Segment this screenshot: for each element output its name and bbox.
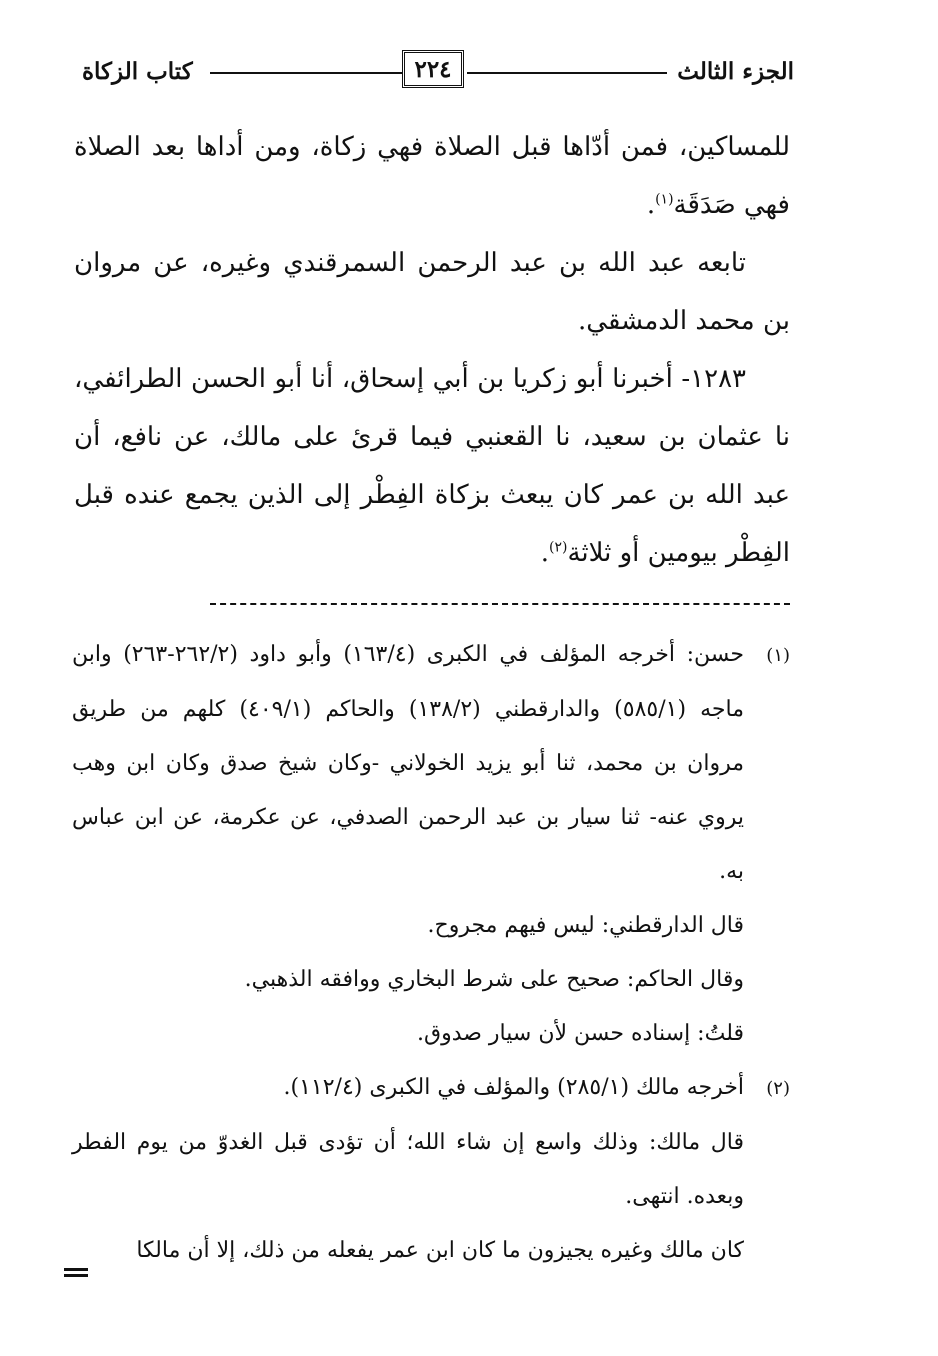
hadith-1283-end: . [540,538,549,568]
paragraph-1-end: . [646,190,656,220]
footnote-1-line-2: قال الدارقطني: ليس فيهم مجروح. [427,913,744,938]
paragraph-1-text: للمساكين، فمن أدّاها قبل الصلاة فهي زكاة، ومن أداها بعد الصلاة فهي صَدَقَة [74,132,790,220]
page-header [72,48,794,98]
footnotes [72,628,790,1278]
footnote-2 [72,1061,790,1116]
footnote-2-text: أخرجه مالك (٢٨٥/١) والمؤلف في الكبرى (١١٢/٤). [283,1075,744,1100]
page-number: ٢٢٤ [402,50,464,88]
header-book-title: كتاب الزكاة [82,58,193,85]
footnote-1-line-3: وقال الحاكم: صحيح على شرط البخاري ووافقه الذهبي. [244,967,744,992]
hadith-1283-text: ١٢٨٣- أخبرنا أبو زكريا بن أبي إسحاق، أنا أبو الحسن الطرائفي، نا عثمان بن سعيد، نا القعنبي فيما قرئ على مالك، عن نافع، أن عبد الله بن عمر كان يبعث بزكاة الفِطْر إلى الذين يجمع عنده قبل الفِطْر بيومين أو ثلاثة [74,364,790,568]
header-part-title: الجزء الثالث [677,58,794,85]
footnote-separator [210,603,790,605]
footnote-ref-1: (١) [655,191,674,208]
footnote-2-line-2: قال مالك: وذلك واسع إن شاء الله؛ أن تؤدى قبل الغدوّ من يوم الفطر وبعده. انتهى. [72,1130,744,1209]
main-text [74,118,790,582]
footnote-1-text: حسن: أخرجه المؤلف في الكبرى (١٦٣/٤) وأبو داود (٢٦٢/٢-٢٦٣) وابن ماجه (٥٨٥/١) والدارقطني (١٣٨/٢) والحاكم (٤٠٩/١) كلهم من طريق مروان بن محمد، ثنا أبو يزيد الخولاني -وكان شيخ صدق وكان ابن وهب يروي عنه- ثنا سيار بن عبد الرحمن الصدفي، عن عكرمة، عن ابن عباس به. [72,642,745,884]
header-rule-right [467,72,667,74]
footnote-2-line-3: كان مالك وغيره يجيزون ما كان ابن عمر يفعله من ذلك، إلا أن مالكا [136,1238,744,1263]
footnote-1-line-4: قلتُ: إسناده حسن لأن سيار صدوق. [417,1021,744,1046]
footnote-1 [72,628,790,899]
footnote-ref-2: (٢) [548,539,568,556]
paragraph-2: تابعه عبد الله بن عبد الرحمن السمرقندي وغيره، عن مروان بن محمد الدمشقي. [74,248,790,336]
paragraph-1 [74,118,790,234]
footnote-2-number: (٢) [766,1078,790,1099]
footnote-1-number: (١) [766,645,791,666]
hadith-1283 [74,350,790,582]
continuation-mark [64,1268,88,1277]
